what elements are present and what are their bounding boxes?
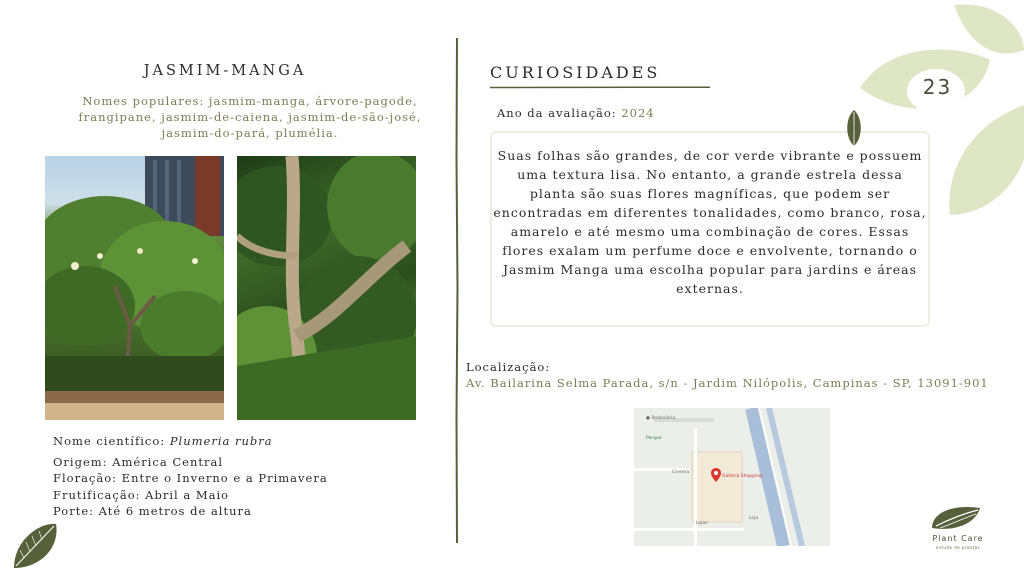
map-label: Lojas [696, 521, 708, 526]
plant-photo-trunk [237, 156, 416, 420]
evaluation-year [497, 106, 655, 120]
scientific-name-label: Nome científico: [53, 434, 166, 448]
plant-facts [53, 433, 433, 520]
popular-names-line: frangipane, jasmim-de-caiena, jasmim-de-são-josé, [78, 110, 422, 124]
map-label: Loja [749, 516, 759, 521]
curiosities-text: Suas folhas são grandes, de cor verde vibrante e possuem uma textura lisa. No entanto, a grande estrela dessa planta são suas flores magníficas, que podem ser encontradas em diferentes tonalidades, como branco, rosa, amarelo e até mesmo uma combinação de cores. Essas flores exalam um perfume doce e envolvente, tornando o Jasmim Manga uma escolha popular para jardins e áreas externas. [493, 148, 927, 296]
logo-subtitle: estudo de plantas [935, 545, 981, 550]
flowering-row: Floração: Entre o Inverno e a Primavera [53, 471, 328, 485]
popular-names [60, 93, 440, 141]
map-label-mall: Galleria Shopping [722, 474, 762, 479]
map-label: Cinema [672, 470, 690, 475]
size-row: Porte: Até 6 metros de altura [53, 504, 252, 518]
logo-title: Plant Care [932, 534, 984, 543]
leaf-decoration [850, 0, 1024, 230]
plant-title: JASMIM-MANGA [143, 63, 307, 79]
year-value: 2024 [621, 106, 655, 120]
curiosities-title: CURIOSIDADES [490, 63, 661, 82]
map-label: ● Rodoviária [646, 416, 676, 421]
origin-row: Origem: América Central [53, 454, 224, 469]
leaf-icon [843, 110, 865, 150]
popular-names-line: Nomes populares: jasmim-manga, árvore-pagode, [82, 94, 418, 108]
page-number: 23 [922, 75, 953, 99]
map-label: Parque [646, 436, 662, 441]
year-label: Ano da avaliação: [497, 106, 617, 120]
scientific-name-row [53, 433, 433, 450]
location-address[interactable]: Av. Bailarina Selma Parada, s/n - Jardim Nilópolis, Campinas - SP, 13091-901 [466, 376, 989, 390]
location-map[interactable] [634, 408, 830, 546]
plant-photo-tree [45, 156, 224, 420]
scientific-name-value: Plumeria rubra [169, 434, 273, 448]
map-pin-icon [711, 468, 721, 482]
location-label: Localização: [466, 360, 551, 374]
leaf-icon [10, 522, 60, 572]
title-underline [490, 86, 710, 89]
popular-names-line: jasmim-do-pará, plumélia. [161, 126, 339, 140]
plant-care-logo-icon [928, 502, 984, 532]
vertical-divider [455, 38, 459, 543]
fruiting-row: Frutificação: Abril a Maio [53, 487, 230, 502]
